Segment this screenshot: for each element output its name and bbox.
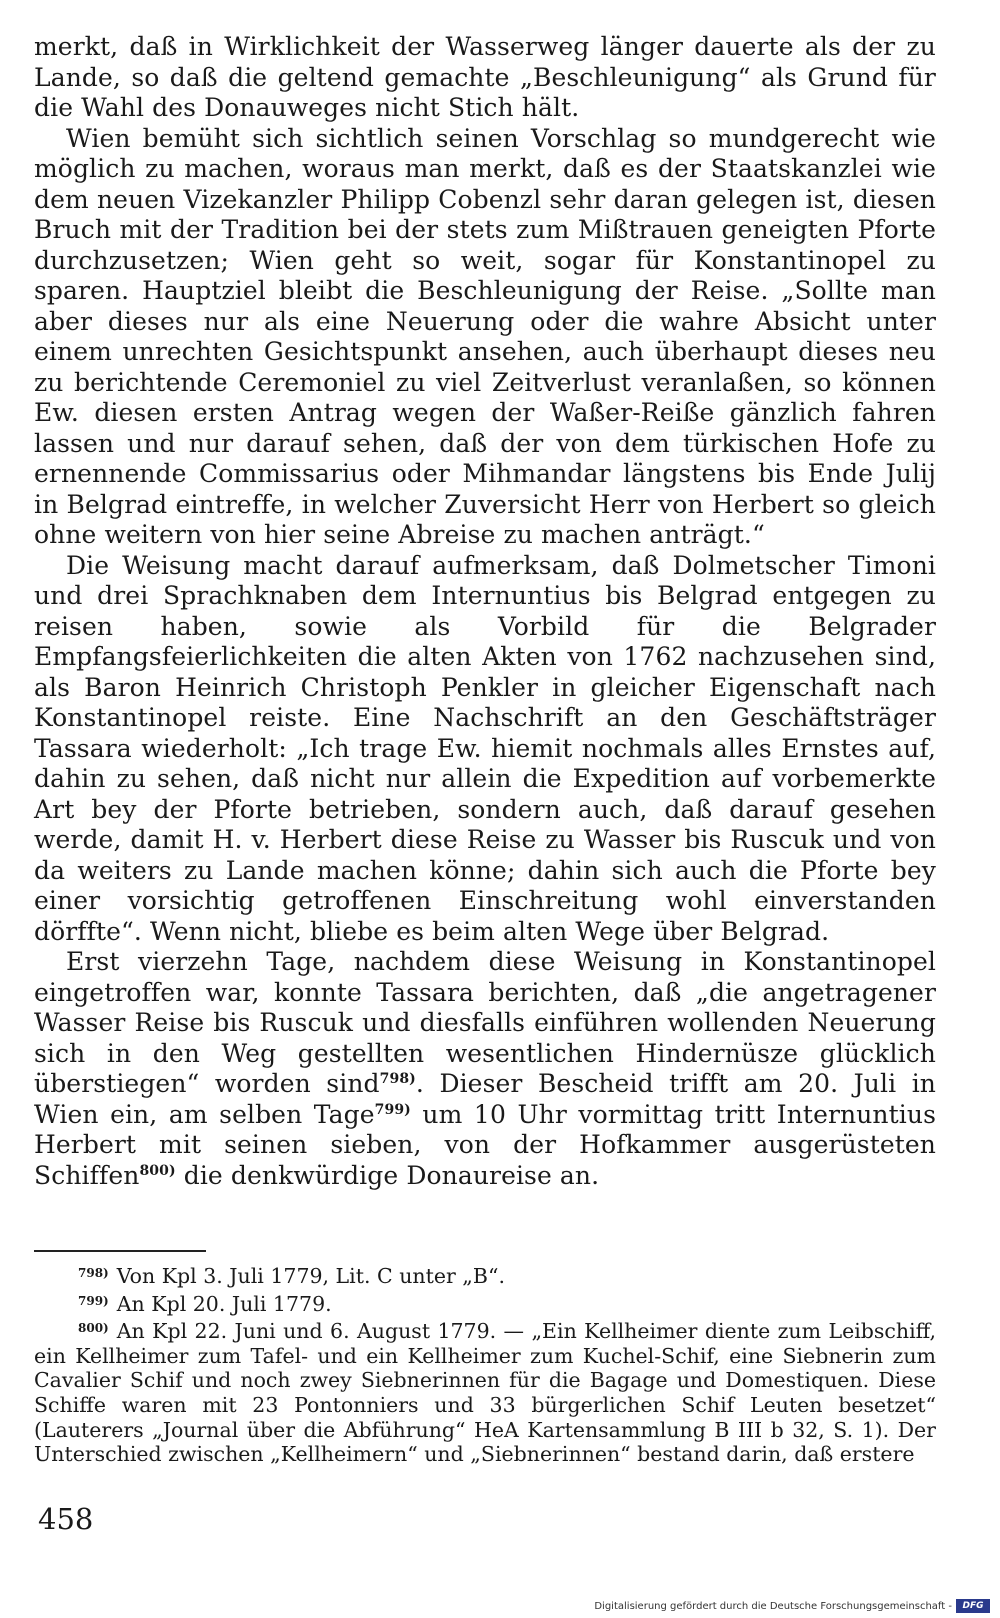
dfg-logo-icon: DFG xyxy=(956,1599,990,1613)
footnote-divider xyxy=(34,1250,206,1252)
paragraph-4 xyxy=(34,947,936,1191)
footnote-ref-798: 798) xyxy=(379,1071,416,1087)
footnotes xyxy=(34,1261,936,1467)
footnote-number: 799) xyxy=(78,1293,109,1308)
main-text xyxy=(34,32,936,1191)
digitization-credit: Digitalisierung gefördert durch die Deutsche Forschungsgemeinschaft - xyxy=(594,1601,952,1612)
footnote-number: 798) xyxy=(78,1266,109,1280)
footnote-text: Von Kpl 3. Juli 1779, Lit. C unter „B“. xyxy=(116,1264,505,1288)
page-number: 458 xyxy=(38,1502,94,1536)
paragraph-4-text-d: die denkwürdige Donaureise an. xyxy=(175,1160,600,1190)
footnote-799 xyxy=(34,1289,936,1317)
paragraph-4-text-c: um 10 Uhr vormittag tritt Internuntius Herbert mit seinen sieben, von der Hofkammer ausgerüsteten Schiffen xyxy=(34,1099,936,1190)
footnote-text: An Kpl 20. Juli 1779. xyxy=(116,1291,332,1316)
footnote-800 xyxy=(34,1316,936,1467)
footnote-ref-799: 799) xyxy=(374,1101,411,1118)
paragraph-2: Wien bemüht sich sichtlich seinen Vorschlag so mundgerecht wie möglich zu machen, woraus man merkt, daß es der Staatskanzlei wie dem neuen Vizekanzler Philipp Cobenzl sehr daran gelegen ist, diesen Bruch mit der Tradition bei der stets zum Mißtrauen geneigten Pforte durchzusetzen; Wien geht so weit, sogar für Konstantinopel zu sparen. Hauptziel bleibt die Beschleunigung der Reise. „Sollte man aber dieses nur als eine Neuerung oder die wahre Absicht unter einem unrechten Gesichtspunkt ansehen, auch überhaupt dieses neu zu berichtende Ceremoniel zu viel Zeitverlust veranlaßen, so können Ew. diesen ersten Antrag wegen der Waßer-Reiße gänzlich fahren lassen und nur darauf sehen, daß der von dem türkischen Hofe zu ernennende Commissarius oder Mihmandar längstens bis Ende Julij in Belgrad eintreffe, in welcher Zuversicht Herr von Herbert so gleich ohne weitern von hier seine Abreise zu machen anträgt.“ xyxy=(34,123,936,549)
footnote-text: An Kpl 22. Juni und 6. August 1779. — „Ein Kellheimer diente zum Leibschiff, ein Kellheimer zum Tafel- und ein Kellheimer zum Kuchel-Schif, eine Siebnerin zum Cavalier Schif und noch zwey Siebnerinnen für die Bagage und Domestiquen. Diese Schiffe waren mit 23 Pontonniers und 33 bürgerlichen Schif Leuten besetzet“ (Lauterers „Journal über die Abführung“ HeA Kartensammlung B III b 32, S. 1). Der Unterschied zwischen „Kellheimern“ und „Siebnerinnen“ bestand darin, daß erstere xyxy=(34,1319,936,1467)
footnote-ref-800: 800) xyxy=(139,1162,176,1179)
footnote-798 xyxy=(34,1261,936,1289)
paragraph-3: Die Weisung macht darauf aufmerksam, daß Dolmetscher Timoni und drei Sprachknaben dem Internuntius bis Belgrad entgegen zu reisen haben, sowie als Vorbild für die Belgrader Empfangsfeierlichkeiten die alten Akten von 1762 nachzusehen sind, als Baron Heinrich Christoph Penkler in gleicher Eigenschaft nach Konstantinopel reiste. Eine Nachschrift an den Geschäftsträger Tassara wiederholt: „Ich trage Ew. hiemit nochmals alles Ernstes auf, dahin zu sehen, daß nicht nur allein die Expedition auf vorbemerkte Art bey der Pforte betrieben, sondern auch, daß darauf gesehen werde, damit H. v. Herbert diese Reise zu Wasser bis Ruscuk und von da weiters zu Lande machen könne; dahin sich auch die Pforte bey einer vorsichtig getroffenen Einschreitung wohl einverstanden dörffte“. Wenn nicht, bliebe es beim alten Wege über Belgrad. xyxy=(34,550,936,946)
paragraph-4-text-b: . Dieser Bescheid trifft am 20. Juli in Wien ein, am selben Tage xyxy=(34,1069,936,1129)
paragraph-1: merkt, daß in Wirklichkeit der Wasserweg länger dauerte als der zu Lande, so daß die geltend gemachte „Beschleunigung“ als Grund für die Wahl des Donauweges nicht Stich hält. xyxy=(34,32,936,122)
footnote-number: 800) xyxy=(78,1321,109,1336)
paragraph-4-text-a: Erst vierzehn Tage, nachdem diese Weisung in Konstantinopel eingetroffen war, konnte Tassara berichten, daß „die angetragener Wasser Reise bis Ruscuk und diesfalls einführen wollenden Neuerung sich in den Weg gestellten wesentlichen Hindernüsze glücklich überstiegen“ worden sind xyxy=(34,947,936,1098)
